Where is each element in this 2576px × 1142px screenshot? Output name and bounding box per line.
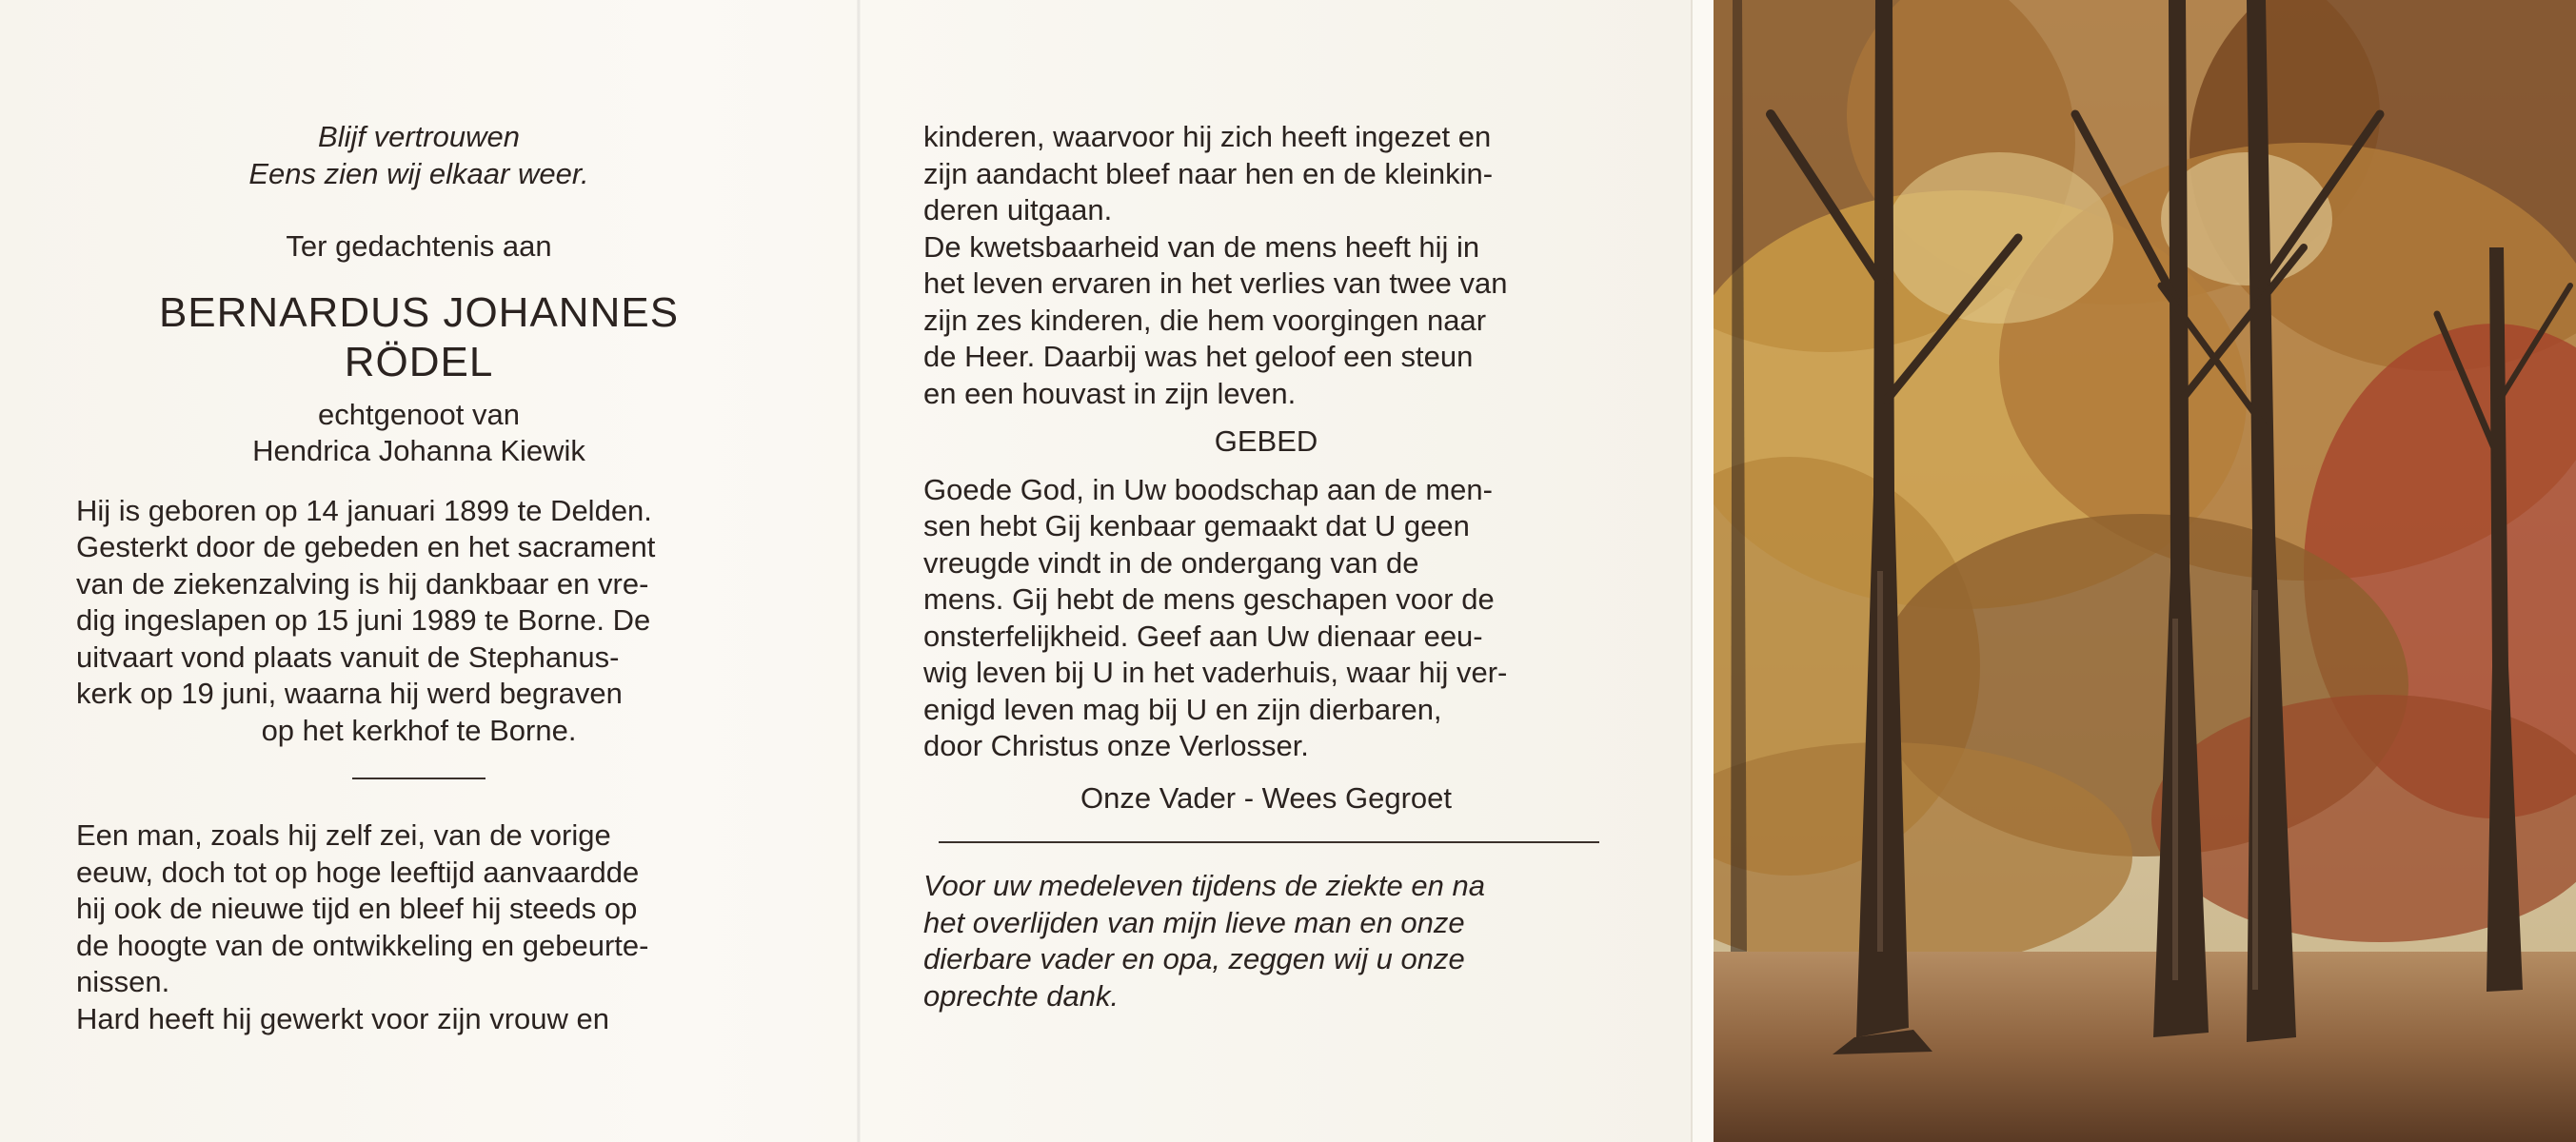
story-line: eeuw, doch tot op hoge leeftijd aanvaardde — [76, 855, 640, 889]
bio-line: op het kerkhof te Borne. — [261, 713, 577, 747]
bio-line: Hij is geboren op 14 januari 1899 te Delden. — [76, 493, 652, 527]
thanks-note — [923, 868, 1609, 1014]
forest-illustration — [1714, 0, 2576, 1142]
prayer-line: Goede God, in Uw boodschap aan de men- — [923, 472, 1493, 506]
card-fold — [857, 0, 861, 1142]
story-line: hij ook de nieuwe tijd en bleef hij steeds op — [76, 892, 638, 925]
prayer-line: sen hebt Gij kenbaar gemaakt dat U geen — [923, 509, 1470, 542]
prayer-heading: GEBED — [1214, 424, 1318, 458]
bio-line: van de ziekenzalving is hij dankbaar en vre- — [76, 566, 649, 601]
story-line: Een man, zoals hij zelf zei, van de vorige — [76, 818, 611, 852]
divider — [352, 778, 485, 779]
story-line: Hard heeft hij gewerkt voor zijn vrouw en — [76, 1001, 609, 1035]
spouse-label: echtgenoot van — [317, 397, 520, 431]
left-panel — [76, 119, 762, 1037]
bio-line: dig ingeslapen op 15 juni 1989 te Borne. De — [76, 603, 651, 637]
prayer-line: enigd leven mag bij U en zijn dierbaren, — [923, 692, 1442, 726]
spacer — [76, 192, 762, 228]
spacer — [76, 470, 762, 493]
story-line: en een houvast in zijn leven. — [923, 376, 1297, 410]
story-line: De kwetsbaarheid van de mens heeft hij in — [923, 229, 1480, 264]
bio-line: Gesterkt door de gebeden en het sacrament — [76, 530, 656, 563]
story-line: de hoogte van de ontwikkeling en gebeurte- — [76, 928, 649, 962]
life-story-continued — [923, 119, 1609, 412]
spouse-name: Hendrica Johanna Kiewik — [252, 434, 585, 467]
prayer-line: wig leven bij U in het vaderhuis, waar hij ver- — [923, 656, 1508, 689]
memory-intro: Ter gedachtenis aan — [286, 229, 552, 263]
closing-prayers: Onze Vader - Wees Gegroet — [1080, 780, 1452, 815]
story-line: zijn zes kinderen, die hem voorgingen naar — [923, 303, 1487, 337]
deceased-name-first: BERNARDUS JOHANNES — [158, 288, 680, 336]
prayer-line: vreugde vindt in de ondergang van de — [923, 545, 1419, 580]
prayer — [923, 472, 1609, 765]
verse-line-1: Blijf vertrouwen — [318, 120, 520, 153]
thanks-line: het overlijden van mijn lieve man en onze — [923, 905, 1465, 939]
thanks-line: Voor uw medeleven tijdens de ziekte en na — [923, 869, 1485, 902]
thanks-line: dierbare vader en opa, zeggen wij u onze — [923, 942, 1465, 975]
biography — [76, 493, 762, 750]
thanks-line: oprechte dank. — [923, 978, 1120, 1013]
canopy — [1714, 0, 2576, 971]
verse-line-2: Eens zien wij elkaar weer. — [248, 156, 589, 190]
bio-line: kerk op 19 juni, waarna hij werd begraven — [76, 677, 623, 710]
divider — [939, 841, 1599, 843]
story-line: zijn aandacht bleef naar hen en de kleinkin- — [923, 156, 1494, 190]
prayer-line: mens. Gij hebt de mens geschapen voor de — [923, 582, 1495, 616]
story-line: de Heer. Daarbij was het geloof een steun — [923, 340, 1474, 373]
deceased-name-last: RÖDEL — [344, 338, 494, 385]
prayer-line: door Christus onze Verlosser. — [923, 729, 1309, 762]
bio-line: uitvaart vond plaats vanuit de Stephanus- — [76, 640, 620, 674]
prayer-line: onsterfelijkheid. Geef aan Uw dienaar eeu- — [923, 619, 1483, 653]
right-panel — [923, 119, 1609, 1014]
story-line: het leven ervaren in het verlies van twee van — [923, 266, 1508, 300]
story-line: kinderen, waarvoor hij zich heeft ingezet en — [923, 120, 1492, 153]
life-story — [76, 817, 762, 1037]
story-line: deren uitgaan. — [923, 193, 1113, 226]
story-line: nissen. — [76, 965, 170, 998]
card-edge — [1691, 0, 1693, 1142]
autumn-forest-photo — [1714, 0, 2576, 1142]
